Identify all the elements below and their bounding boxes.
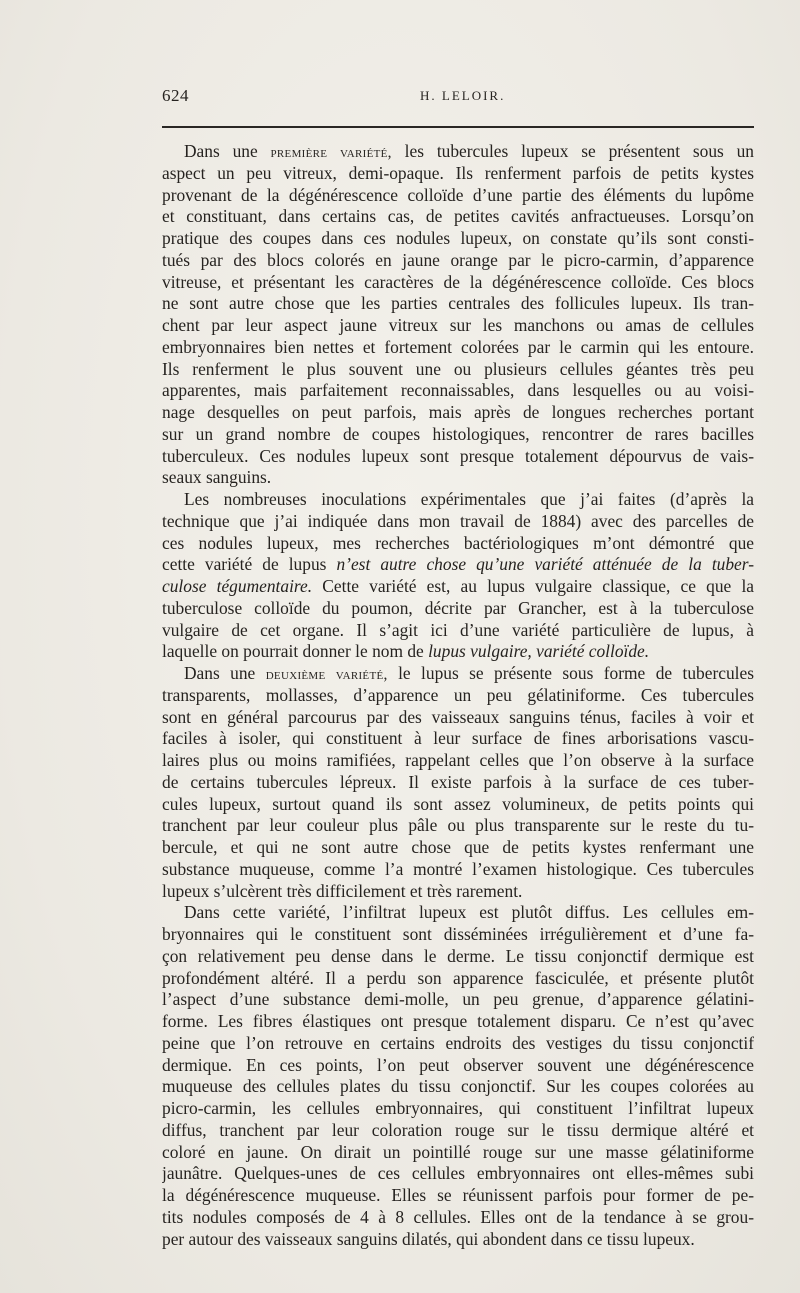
text-line: lupeux s’ulcèrent très difficilement et très rarement. <box>162 880 523 901</box>
text-line: pratique des coupes dans ces nodules lupeux, on constate qu’ils sont consti- <box>162 228 754 248</box>
text-line: embryonnaires bien nettes et fortement colorées par le carmin qui les entoure. <box>162 336 754 357</box>
text-line: jaunâtre. Quelques-unes de ces cellules embryonnaires ont elles-mêmes subi <box>162 1163 754 1184</box>
paragraph-4 <box>162 902 754 1250</box>
text-line: culose tégumentaire. Cette variété est, au lupus vulgaire classique, ce que la <box>162 576 754 596</box>
paragraph-3 <box>162 663 754 902</box>
text-line: vitreuse, et présentant les caractères de la dégénérescence colloïde. Ces blocs <box>162 271 754 292</box>
page-number: 624 <box>162 86 189 105</box>
paragraph-1 <box>162 141 754 489</box>
text-line: apparentes, mais parfaitement reconnaissables, dans lesquelles ou au voisi- <box>162 380 754 401</box>
text-line: dermique. En ces points, l’on peut observer souvent une dégénérescence <box>162 1054 754 1075</box>
text-line: diffus, tranchent par leur coloration rouge sur le tissu dermique altéré et <box>162 1119 754 1140</box>
text-line: ne sont autre chose que les parties centrales des follicules lupeux. Ils tran- <box>162 293 754 314</box>
running-title: H. LELOIR. <box>420 88 506 103</box>
page-header <box>162 86 754 112</box>
text-line: laquelle on pourrait donner le nom de lupus vulgaire, variété colloïde. <box>162 641 650 662</box>
text-line: tués par des blocs colorés en jaune orange par le picro-carmin, d’apparence <box>162 249 754 270</box>
text-line: cette variété de lupus n’est autre chose qu’une variété atténuée de la tuber- <box>162 554 754 575</box>
text-line: la dégénérescence muqueuse. Elles se réunissent parfois pour former de pe- <box>162 1185 754 1205</box>
paragraph-2 <box>162 489 754 663</box>
text-line: picro-carmin, les cellules embryonnaires, qui constituent l’infiltrat lupeux <box>162 1098 754 1118</box>
text-line: Dans une première variété, les tubercules lupeux se présentent sous un <box>184 141 754 161</box>
body-text <box>162 141 754 1250</box>
text-line: aspect un peu vitreux, demi-opaque. Ils renferment parfois de petits kystes <box>162 162 754 183</box>
text-line: chent par leur aspect jaune vitreux sur les manchons ou amas de cellules <box>162 315 754 335</box>
small-caps-term: première variété, <box>270 144 392 161</box>
italic-phrase: lupus vulgaire, variété colloïde. <box>428 641 650 662</box>
text-line: çon relativement peu dense dans le derme. Le tissu conjonctif dermique est <box>162 945 754 966</box>
text-line: substance muqueuse, comme l’a montré l’examen histologique. Ces tubercules <box>162 858 754 879</box>
text-line: per autour des vaisseaux sanguins dilatés, qui abondent dans ce tissu lupeux. <box>162 1228 695 1249</box>
text-line: tranchent par leur couleur plus pâle ou plus transparente sur le reste du tu- <box>162 815 754 836</box>
text-line: sur un grand nombre de coupes histologiques, rencontrer de rares bacilles <box>162 423 754 444</box>
italic-phrase: culose tégumentaire. <box>162 576 313 596</box>
text-line: peine que l’on retrouve en certains endroits des vestiges du tissu conjonctif <box>162 1032 754 1053</box>
text-line: Ils renferment le plus souvent une ou plusieurs cellules géantes très peu <box>162 358 754 379</box>
text-line: cules lupeux, surtout quand ils sont assez volumineux, de petits points qui <box>162 793 754 814</box>
text-line: Dans une deuxième variété, le lupus se présente sous forme de tubercules <box>184 663 754 683</box>
text-line: laires plus ou moins ramifiées, rappelant celles que l’on observe à la surface <box>162 750 754 770</box>
text-line: profondément altéré. Il a perdu son apparence fasciculée, et présente plutôt <box>162 967 754 988</box>
text-line: tuberculose colloïde du poumon, décrite par Grancher, est à la tuberculose <box>162 597 754 618</box>
text-line: bercule, et qui ne sont autre chose que de petits kystes renfermant une <box>162 837 754 857</box>
text-line: sont en général parcourus par des vaisseaux sanguins ténus, faciles à voir et <box>162 706 754 727</box>
text-line: coloré en jaune. On dirait un pointillé rouge sur une masse gélatiniforme <box>162 1141 754 1162</box>
text-line: tuberculeux. Ces nodules lupeux sont presque totalement dépourvus de vais- <box>162 445 754 466</box>
text-line: et constituant, dans certains cas, de petites cavités anfractueuses. Lorsqu’on <box>162 206 754 227</box>
text-line: bryonnaires qui le constituent sont disséminées irrégulièrement et d’une fa- <box>162 924 754 944</box>
text-line: technique que j’ai indiquée dans mon travail de 1884) avec des parcelles de <box>162 510 754 531</box>
text-line: Dans cette variété, l’infiltrat lupeux est plutôt diffus. Les cellules em- <box>184 902 754 923</box>
text-line: Les nombreuses inoculations expérimentales que j’ai faites (d’après la <box>184 489 754 509</box>
text-line: faciles à isoler, qui constituent à leur surface de fines arborisations vascu- <box>162 728 754 749</box>
text-line: forme. Les fibres élastiques ont presque totalement disparu. Ce n’est qu’avec <box>162 1011 754 1031</box>
small-caps-term: deuxième variété, <box>265 666 388 683</box>
text-line: transparents, mollasses, d’apparence un peu gélatiniforme. Ces tubercules <box>162 684 754 705</box>
text-line: vulgaire de cet organe. Il s’agit ici d’une variété particulière de lupus, à <box>162 619 754 640</box>
text-line: provenant de la dégénérescence colloïde d’une partie des éléments du lupôme <box>162 184 754 205</box>
text-line: nage desquelles on peut parfois, mais après de longues recherches portant <box>162 402 754 422</box>
text-line: muqueuse des cellules plates du tissu conjonctif. Sur les coupes colorées au <box>162 1076 754 1097</box>
text-line: ces nodules lupeux, mes recherches bactériologiques m’ont démontré que <box>162 532 754 553</box>
text-line: seaux sanguins. <box>162 467 272 488</box>
text-line: tits nodules composés de 4 à 8 cellules. Elles ont de la tendance à se grou- <box>162 1206 754 1227</box>
text-line: de certains tubercules lépreux. Il existe parfois à la surface de ces tuber- <box>162 771 754 792</box>
text-line: l’aspect d’une substance demi-molle, un peu grenue, d’apparence gélatini- <box>162 989 754 1010</box>
header-rule <box>162 126 754 128</box>
italic-phrase: n’est autre chose qu’une variété atténuée de la tuber- <box>336 554 754 575</box>
